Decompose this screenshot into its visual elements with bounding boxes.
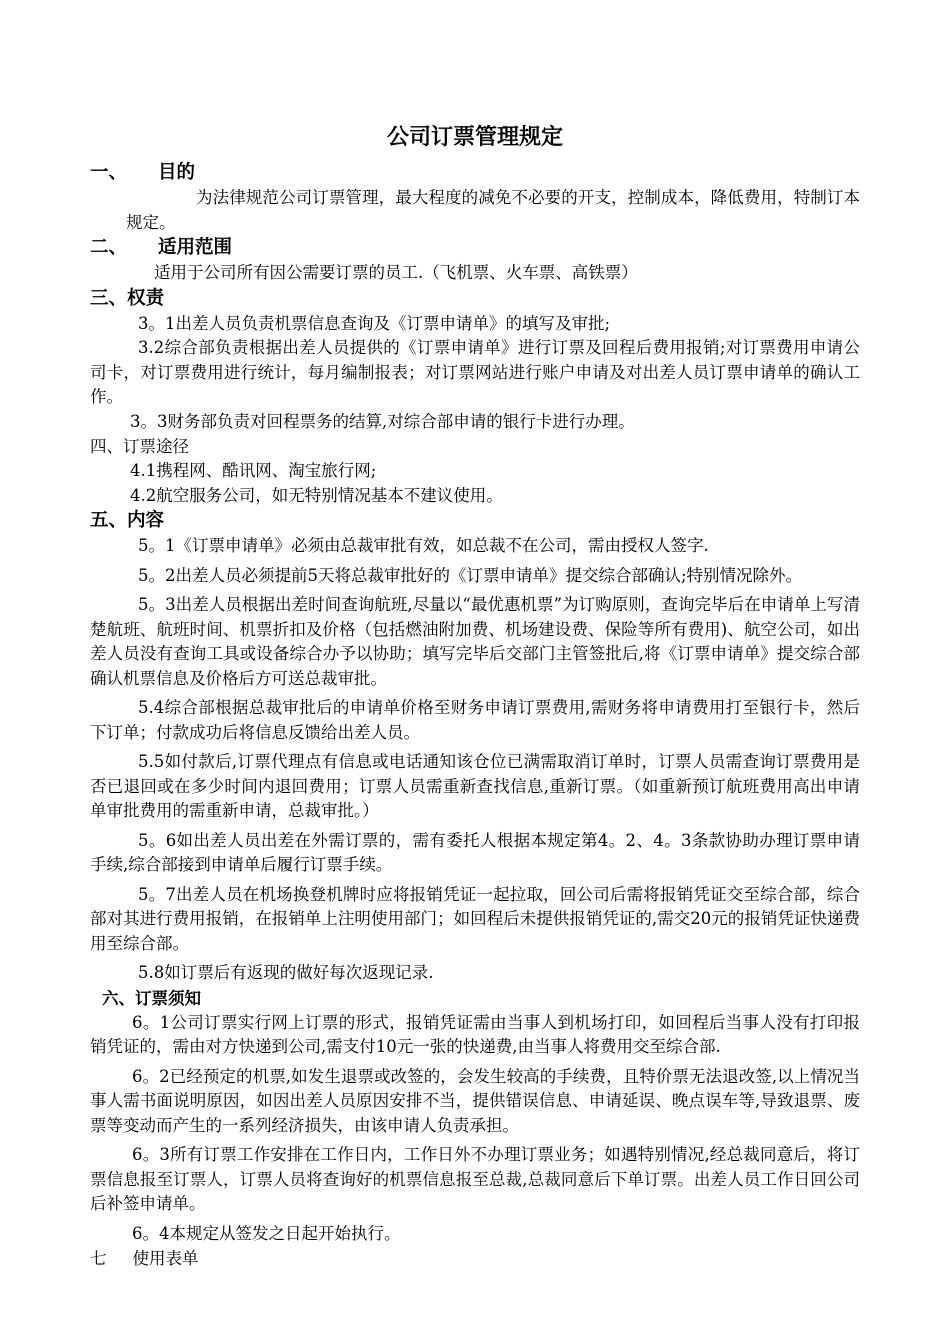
section-2-text: 适用于公司所有因公需要订票的员工.（飞机票、火车票、高铁票） — [154, 263, 638, 282]
section-1-number: 一、 — [90, 162, 128, 183]
section-5-item-7: 5。7出差人员在机场换登机牌时应将报销凭证一起拉取，回公司后需将报销凭证交至综合部，综合部对其进行费用报销，在报销单上注明使用部门；如回程后未提供报销凭证的,需交20元的报销凭证快递费用至综合部。 — [90, 884, 860, 953]
section-4-number: 四、 — [90, 437, 123, 456]
page-title: 公司订票管理规定 — [386, 125, 563, 150]
section-6-item-4: 6。4本规定从签发之日起开始执行。 — [132, 1223, 401, 1243]
section-3-item-2: 3.2综合部负责根据出差人员提供的《订票申请单》进行订票及回程后费用报销;对订票费用申请公司卡，对订票费用进行统计，每月编制报表；对订票网站进行账户申请及对出差人员订票申请单的确认工作。 — [90, 338, 860, 406]
section-5-item-5: 5.5如付款后,订票代理点有信息或电话通知该仓位已满需取消订单时，订票人员需查询订票费用是否已退回或在多少时间内退回费用；订票人员需重新查找信息,重新订票。（如重新预订航班费用高出申请单审批费用的需重新申请，总裁审批。） — [90, 752, 860, 820]
section-4-heading — [90, 434, 860, 459]
section-5-item-1: 5。1《订票申请单》必须由总裁审批有效，如总裁不在公司，需由授权人签字. — [138, 536, 709, 555]
section-5-heading: 五、内容 — [90, 510, 165, 531]
section-2-heading — [90, 235, 860, 261]
section-4-item-1: 4.1携程网、酷讯网、淘宝旅行网; — [130, 461, 377, 480]
section-6-item-2: 6。2已经预定的机票,如发生退票或改签的，会发生较高的手续费，且特价票无法退改签,以上情况当事人需书面说明原因，如因出差人员原因安排不当，提供错误信息、申请延误、晚点误车等,导致退票、废票等变动而产生的一系列经济损失，由该申请人负责承担。 — [90, 1066, 860, 1135]
section-6-heading: 六、订票须知 — [102, 988, 201, 1008]
section-4-item-2: 4.2航空服务公司，如无特别情况基本不建议使用。 — [130, 485, 503, 505]
section-1-title: 目的 — [158, 162, 196, 183]
section-7-heading — [90, 1246, 860, 1271]
section-2-title: 适用范围 — [158, 237, 233, 258]
section-7-number: 七 — [90, 1249, 107, 1268]
section-3-item-1: 3。1出差人员负责机票信息查询及《订票申请单》的填写及审批; — [138, 313, 611, 333]
section-3-item-3: 3。3财务部负责对回程票务的结算,对综合部申请的银行卡进行办理。 — [130, 411, 635, 431]
section-7-title: 使用表单 — [132, 1249, 199, 1268]
section-1-text: 为法律规范公司订票管理，最大程度的减免不必要的开支，控制成本，降低费用，特制订本规定。 — [126, 188, 860, 232]
section-5-item-8: 5.8如订票后有返现的做好每次返现记录. — [138, 963, 434, 982]
section-5-item-6: 5。6如出差人员出差在外需订票的，需有委托人根据本规定第4。2、4。3条款协助办理订票申请手续,综合部接到申请单后履行订票手续。 — [90, 830, 860, 874]
section-5-item-3: 5。3出差人员根据出差时间查询航班,尽量以“最优惠机票”为订购原则，查询完毕后在申请单上写清楚航班、航班时间、机票折扣及价格（包括燃油附加费、机场建设费、保险等所有费用)、航空公司，如出差人员没有查询工具或设备综合办予以协助；填写完毕后交部门主管签批后,将《订票申请单》提交综合部确认机票信息及价格后方可送总裁审批。 — [90, 595, 860, 688]
section-5-item-4: 5.4综合部根据总裁审批后的申请单价格至财务申请订票费用,需财务将申请费用打至银行卡，然后下订单；付款成功后将信息反馈给出差人员。 — [90, 698, 860, 742]
section-4-title: 订票途径 — [123, 437, 189, 456]
section-6-item-1: 6。1公司订票实行网上订票的形式，报销凭证需由当事人到机场打印，如回程后当事人没有打印报销凭证的，需由对方快递到公司,需支付10元一张的快递费,由当事人将费用交至综合部. — [90, 1012, 860, 1056]
section-5-item-2: 5。2出差人员必须提前5天将总裁审批好的《订票申请单》提交综合部确认;特别情况除外。 — [138, 565, 803, 585]
section-1-heading — [90, 160, 860, 186]
section-6-item-3: 6。3所有订票工作安排在工作日内，工作日外不办理订票业务；如遇特别情况,经总裁同意后，将订票信息报至订票人，订票人员将查询好的机票信息报至总裁,总裁同意后下单订票。出差人员工作日回公司后补签申请单。 — [90, 1145, 860, 1213]
section-2-number: 二、 — [90, 237, 128, 258]
section-3-heading: 三、权责 — [90, 287, 165, 309]
